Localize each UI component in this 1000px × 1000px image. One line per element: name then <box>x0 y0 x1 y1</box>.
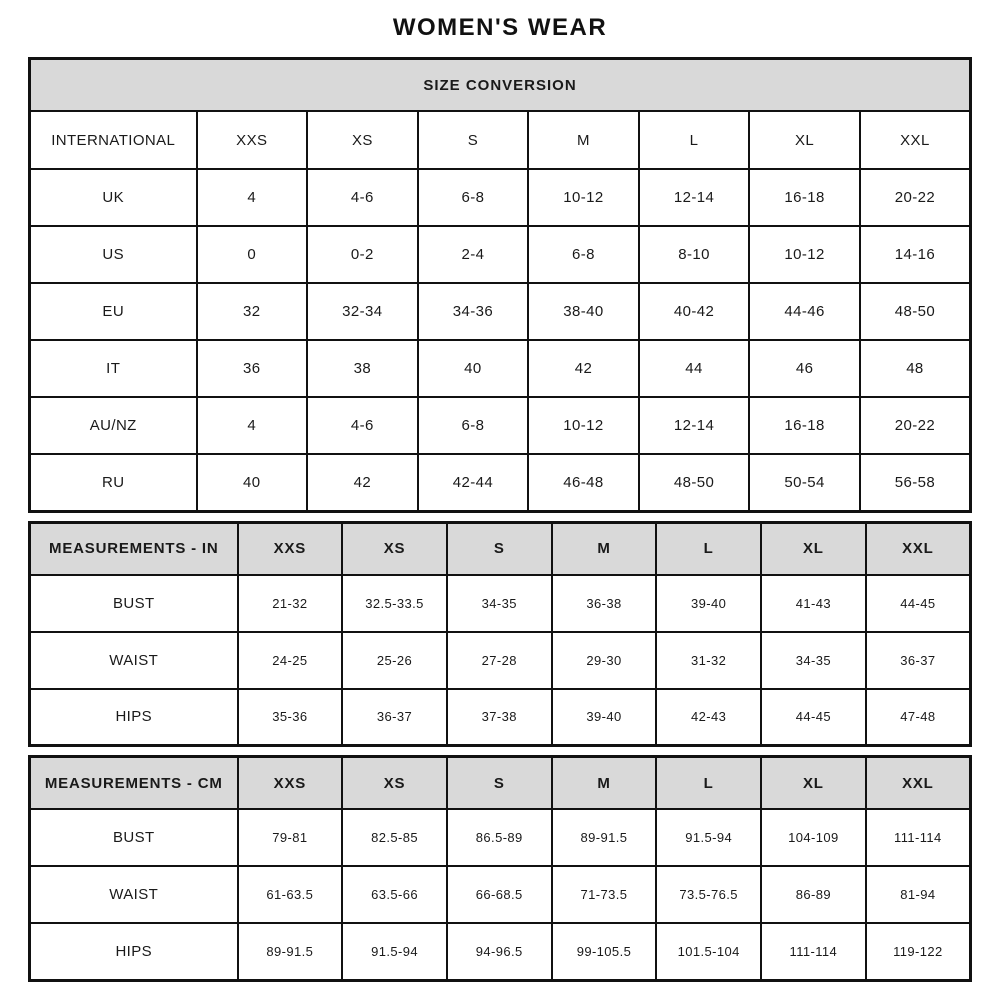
table-cell: 37-38 <box>447 689 552 746</box>
size-conversion-header <box>30 59 971 170</box>
table-cell: 36 <box>197 340 308 397</box>
column-header: XS <box>307 111 418 169</box>
measurements-cm-body <box>30 809 971 980</box>
table-cell: 39-40 <box>656 575 761 632</box>
table-cell: 111-114 <box>866 809 971 866</box>
table-cell: 27-28 <box>447 632 552 689</box>
table-row <box>30 454 971 511</box>
table-cell: 48-50 <box>860 283 971 340</box>
header-label-cell: INTERNATIONAL <box>30 111 197 169</box>
column-header: XL <box>761 757 866 810</box>
column-header: XS <box>342 757 447 810</box>
table-cell: 36-37 <box>866 632 971 689</box>
table-cell: 82.5-85 <box>342 809 447 866</box>
table-row <box>30 632 971 689</box>
measurements-in-table <box>28 521 972 748</box>
table-cell: 2-4 <box>418 226 529 283</box>
table-row <box>30 809 971 866</box>
table-cell: 94-96.5 <box>447 923 552 980</box>
table-row <box>30 866 971 923</box>
table-cell: 89-91.5 <box>238 923 343 980</box>
table-cell: 39-40 <box>552 689 657 746</box>
header-label-cell: MEASUREMENTS - IN <box>30 522 238 575</box>
table-cell: 34-35 <box>447 575 552 632</box>
row-label: UK <box>30 169 197 226</box>
table-cell: 36-37 <box>342 689 447 746</box>
column-header: S <box>447 522 552 575</box>
table-cell: 10-12 <box>528 169 639 226</box>
table-cell: 48 <box>860 340 971 397</box>
table-cell: 6-8 <box>528 226 639 283</box>
table-cell: 16-18 <box>749 397 860 454</box>
table-cell: 86.5-89 <box>447 809 552 866</box>
row-label: RU <box>30 454 197 511</box>
table-cell: 14-16 <box>860 226 971 283</box>
table-cell: 6-8 <box>418 169 529 226</box>
row-label: AU/NZ <box>30 397 197 454</box>
column-header: M <box>528 111 639 169</box>
table-cell: 81-94 <box>866 866 971 923</box>
table-cell: 20-22 <box>860 169 971 226</box>
row-label: IT <box>30 340 197 397</box>
row-label: BUST <box>30 809 238 866</box>
table-cell: 12-14 <box>639 169 750 226</box>
table-cell: 46-48 <box>528 454 639 511</box>
table-cell: 99-105.5 <box>552 923 657 980</box>
column-header: XXL <box>866 522 971 575</box>
table-cell: 25-26 <box>342 632 447 689</box>
column-header-row <box>30 522 971 575</box>
table-cell: 101.5-104 <box>656 923 761 980</box>
table-cell: 21-32 <box>238 575 343 632</box>
table-row <box>30 283 971 340</box>
column-header: S <box>418 111 529 169</box>
table-cell: 42 <box>307 454 418 511</box>
measurements-in-body <box>30 575 971 746</box>
table-cell: 61-63.5 <box>238 866 343 923</box>
row-label: US <box>30 226 197 283</box>
table-cell: 44-46 <box>749 283 860 340</box>
table-cell: 4 <box>197 169 308 226</box>
column-header-row <box>30 111 971 169</box>
table-cell: 79-81 <box>238 809 343 866</box>
table-cell: 44-45 <box>866 575 971 632</box>
table-title: SIZE CONVERSION <box>30 59 971 112</box>
table-cell: 10-12 <box>749 226 860 283</box>
column-header: XL <box>749 111 860 169</box>
size-conversion-table <box>28 57 972 513</box>
table-cell: 41-43 <box>761 575 866 632</box>
column-header: XXS <box>238 522 343 575</box>
column-header: XXS <box>238 757 343 810</box>
table-cell: 36-38 <box>552 575 657 632</box>
table-cell: 10-12 <box>528 397 639 454</box>
row-label: BUST <box>30 575 238 632</box>
column-header: XXL <box>866 757 971 810</box>
table-cell: 71-73.5 <box>552 866 657 923</box>
table-row <box>30 226 971 283</box>
table-cell: 32.5-33.5 <box>342 575 447 632</box>
table-cell: 0 <box>197 226 308 283</box>
table-cell: 31-32 <box>656 632 761 689</box>
table-cell: 42-43 <box>656 689 761 746</box>
table-cell: 119-122 <box>866 923 971 980</box>
table-cell: 12-14 <box>639 397 750 454</box>
table-row <box>30 340 971 397</box>
table-cell: 104-109 <box>761 809 866 866</box>
table-cell: 38 <box>307 340 418 397</box>
table-cell: 44 <box>639 340 750 397</box>
column-header: M <box>552 757 657 810</box>
table-cell: 40-42 <box>639 283 750 340</box>
header-label-cell: MEASUREMENTS - CM <box>30 757 238 810</box>
row-label: WAIST <box>30 632 238 689</box>
table-cell: 6-8 <box>418 397 529 454</box>
table-cell: 66-68.5 <box>447 866 552 923</box>
table-cell: 16-18 <box>749 169 860 226</box>
table-cell: 34-35 <box>761 632 866 689</box>
table-cell: 32-34 <box>307 283 418 340</box>
row-label: WAIST <box>30 866 238 923</box>
table-cell: 32 <box>197 283 308 340</box>
table-row <box>30 575 971 632</box>
table-cell: 8-10 <box>639 226 750 283</box>
table-cell: 47-48 <box>866 689 971 746</box>
row-label: HIPS <box>30 689 238 746</box>
table-cell: 0-2 <box>307 226 418 283</box>
column-header: XXS <box>197 111 308 169</box>
table-cell: 50-54 <box>749 454 860 511</box>
table-row <box>30 397 971 454</box>
column-header: L <box>656 522 761 575</box>
table-cell: 42-44 <box>418 454 529 511</box>
table-cell: 48-50 <box>639 454 750 511</box>
table-cell: 46 <box>749 340 860 397</box>
table-cell: 89-91.5 <box>552 809 657 866</box>
table-cell: 91.5-94 <box>342 923 447 980</box>
table-cell: 40 <box>418 340 529 397</box>
table-cell: 42 <box>528 340 639 397</box>
column-header: S <box>447 757 552 810</box>
column-header: XXL <box>860 111 971 169</box>
row-label: EU <box>30 283 197 340</box>
table-cell: 20-22 <box>860 397 971 454</box>
column-header: M <box>552 522 657 575</box>
column-header: L <box>656 757 761 810</box>
table-cell: 111-114 <box>761 923 866 980</box>
table-cell: 86-89 <box>761 866 866 923</box>
table-cell: 38-40 <box>528 283 639 340</box>
table-cell: 40 <box>197 454 308 511</box>
measurements-in-header <box>30 522 971 575</box>
page-title: WOMEN'S WEAR <box>392 14 608 41</box>
table-cell: 34-36 <box>418 283 529 340</box>
table-cell: 35-36 <box>238 689 343 746</box>
measurements-cm-table <box>28 755 972 982</box>
table-cell: 44-45 <box>761 689 866 746</box>
column-header: XS <box>342 522 447 575</box>
row-label: HIPS <box>30 923 238 980</box>
table-cell: 24-25 <box>238 632 343 689</box>
column-header: XL <box>761 522 866 575</box>
table-cell: 91.5-94 <box>656 809 761 866</box>
column-header-row <box>30 757 971 810</box>
column-header: L <box>639 111 750 169</box>
table-cell: 56-58 <box>860 454 971 511</box>
table-cell: 4 <box>197 397 308 454</box>
table-cell: 63.5-66 <box>342 866 447 923</box>
table-cell: 73.5-76.5 <box>656 866 761 923</box>
table-cell: 29-30 <box>552 632 657 689</box>
measurements-cm-header <box>30 757 971 810</box>
table-row <box>30 169 971 226</box>
table-cell: 4-6 <box>307 169 418 226</box>
table-row <box>30 689 971 746</box>
table-row <box>30 923 971 980</box>
table-cell: 4-6 <box>307 397 418 454</box>
size-conversion-body <box>30 169 971 511</box>
